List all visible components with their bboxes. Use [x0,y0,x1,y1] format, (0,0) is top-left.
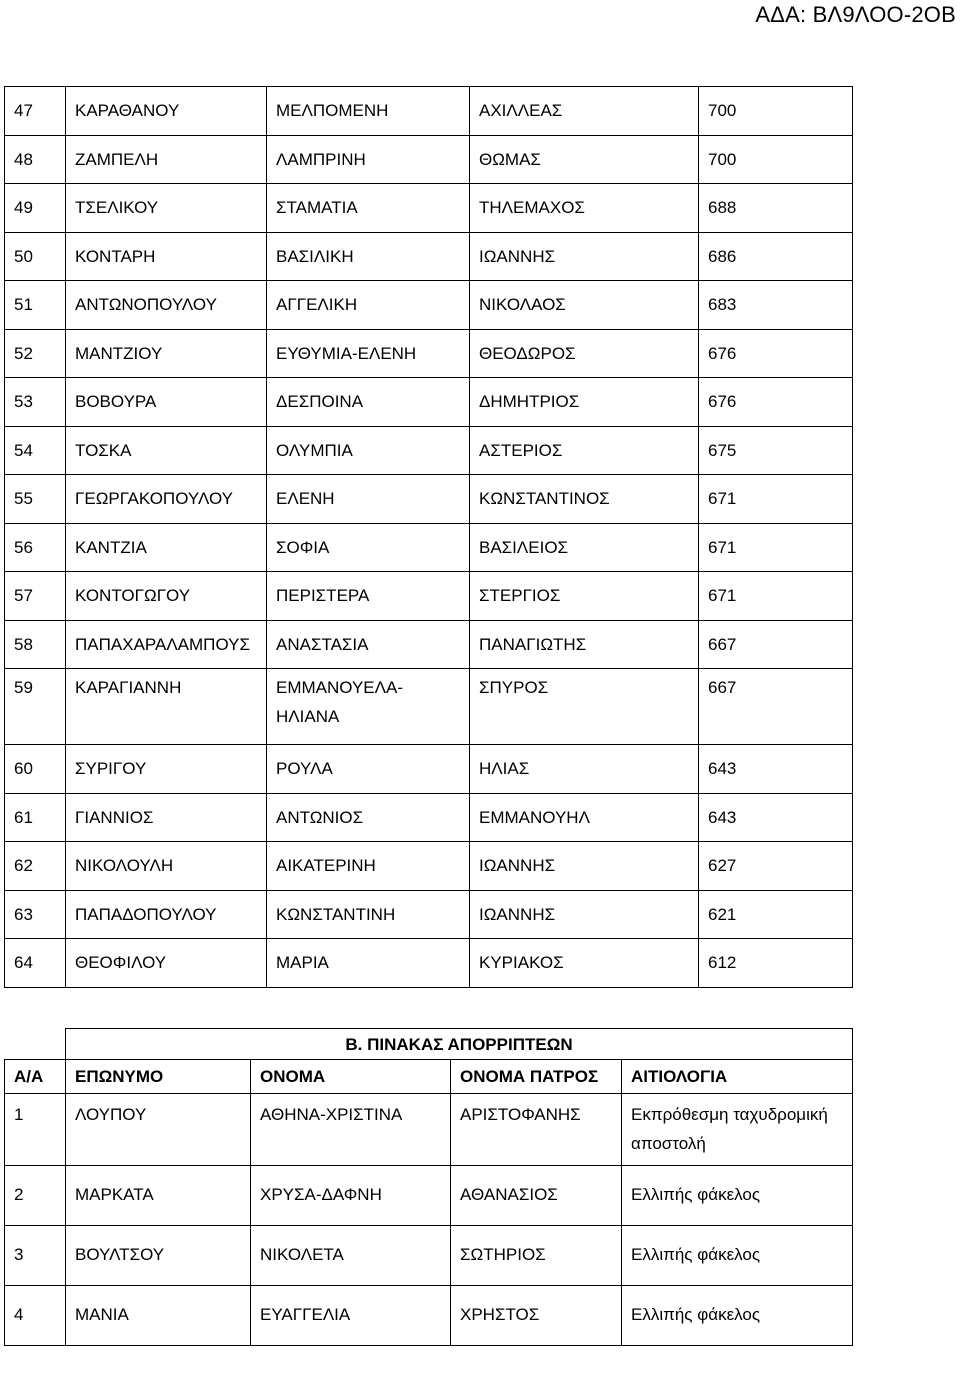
table-row [5,572,853,621]
surname-cell: ΒΟΒΟΥΡΑ [66,378,267,427]
points-cell: 612 [699,939,853,988]
name-cell: ΕΥΑΓΓΕΛΙΑ [251,1286,451,1346]
father-name-cell: ΗΛΙΑΣ [470,745,699,794]
father-name-cell: ΧΡΗΣΤΟΣ [451,1286,622,1346]
row-number: 47 [5,87,66,136]
points-cell: 676 [699,329,853,378]
surname-cell: ΒΟΥΛΤΣΟΥ [66,1226,251,1286]
points-cell: 667 [699,669,853,745]
ada-code: ΑΔΑ: ΒΛ9ΛΟΟ-2ΟΒ [755,2,956,27]
ranking-table-body [5,87,853,988]
table-row [5,87,853,136]
row-number: 52 [5,329,66,378]
surname-cell: ΚΟΝΤΑΡΗ [66,232,267,281]
father-name-cell: ΚΩΝΣΤΑΝΤΙΝΟΣ [470,475,699,524]
row-number: 50 [5,232,66,281]
row-number: 63 [5,890,66,939]
table-row [5,793,853,842]
points-cell: 688 [699,184,853,233]
row-number: 48 [5,135,66,184]
surname-cell: ΜΑΝΤΖΙΟΥ [66,329,267,378]
father-name-cell: ΑΧΙΛΛΕΑΣ [470,87,699,136]
table-row [5,281,853,330]
name-cell: ΧΡΥΣΑ-ΔΑΦΝΗ [251,1166,451,1226]
rejected-table-caption: Β. ΠΙΝΑΚΑΣ ΑΠΟΡΡΙΠΤΕΩΝ [66,1029,853,1060]
points-cell: 671 [699,572,853,621]
rejected-header-row [5,1060,853,1094]
row-number: 53 [5,378,66,427]
points-cell: 671 [699,475,853,524]
name-cell: ΣΟΦΙΑ [267,523,470,572]
name-cell: ΕΥΘΥΜΙΑ-ΕΛΕΝΗ [267,329,470,378]
father-name-cell: ΑΣΤΕΡΙΟΣ [470,426,699,475]
name-cell: ΝΙΚΟΛΕΤΑ [251,1226,451,1286]
table-row [5,426,853,475]
points-cell: 700 [699,135,853,184]
name-cell: ΒΑΣΙΛΙΚΗ [267,232,470,281]
name-cell: ΕΛΕΝΗ [267,475,470,524]
points-cell: 686 [699,232,853,281]
table-row [5,669,853,745]
table-row [5,232,853,281]
row-number: 51 [5,281,66,330]
table-row [5,135,853,184]
name-cell: ΑΝΑΣΤΑΣΙΑ [267,620,470,669]
surname-cell: ΤΣΕΛΙΚΟΥ [66,184,267,233]
father-name-cell: ΣΠΥΡΟΣ [470,669,699,745]
surname-cell: ΛΟΥΠΟΥ [66,1094,251,1166]
name-cell: ΛΑΜΠΡΙΝΗ [267,135,470,184]
father-name-cell: ΕΜΜΑΝΟΥΗΛ [470,793,699,842]
rejected-caption-row [5,1029,853,1060]
reason-cell: Εκπρόθεσμη ταχυδρομική αποστολή [622,1094,853,1166]
surname-cell: ΘΕΟΦΙΛΟΥ [66,939,267,988]
header-father-name: ΟΝΟΜΑ ΠΑΤΡΟΣ [451,1060,622,1094]
surname-cell: ΚΑΡΑΓΙΑΝΝΗ [66,669,267,745]
name-cell: ΔΕΣΠΟΙΝΑ [267,378,470,427]
row-number: 58 [5,620,66,669]
name-cell: ΑΘΗΝΑ-ΧΡΙΣΤΙΝΑ [251,1094,451,1166]
father-name-cell: ΘΩΜΑΣ [470,135,699,184]
table-row [5,1166,853,1226]
points-cell: 627 [699,842,853,891]
ranking-table [4,86,853,988]
surname-cell: ΖΑΜΠΕΛΗ [66,135,267,184]
name-cell: ΜΑΡΙΑ [267,939,470,988]
header-reason: ΑΙΤΙΟΛΟΓΙΑ [622,1060,853,1094]
row-number: 3 [5,1226,66,1286]
points-cell: 643 [699,793,853,842]
points-cell: 671 [699,523,853,572]
name-cell: ΕΜΜΑΝΟΥΕΛΑ-ΗΛΙΑΝΑ [267,669,470,745]
row-number: 57 [5,572,66,621]
father-name-cell: ΙΩΑΝΝΗΣ [470,232,699,281]
father-name-cell: ΣΤΕΡΓΙΟΣ [470,572,699,621]
surname-cell: ΚΟΝΤΟΓΩΓΟΥ [66,572,267,621]
row-number: 59 [5,669,66,745]
father-name-cell: ΤΗΛΕΜΑΧΟΣ [470,184,699,233]
rejected-table-body [5,1094,853,1346]
father-name-cell: ΔΗΜΗΤΡΙΟΣ [470,378,699,427]
row-number: 2 [5,1166,66,1226]
name-cell: ΑΙΚΑΤΕΡΙΝΗ [267,842,470,891]
table-row [5,939,853,988]
surname-cell: ΝΙΚΟΛΟΥΛΗ [66,842,267,891]
name-cell: ΣΤΑΜΑΤΙΑ [267,184,470,233]
father-name-cell: ΠΑΝΑΓΙΩΤΗΣ [470,620,699,669]
table-row [5,745,853,794]
row-number: 49 [5,184,66,233]
father-name-cell: ΘΕΟΔΩΡΟΣ [470,329,699,378]
table-row [5,1286,853,1346]
points-cell: 675 [699,426,853,475]
points-cell: 700 [699,87,853,136]
table-row [5,378,853,427]
row-number: 60 [5,745,66,794]
header-aa: Α/Α [5,1060,66,1094]
points-cell: 667 [699,620,853,669]
surname-cell: ΤΟΣΚΑ [66,426,267,475]
father-name-cell: ΑΡΙΣΤΟΦΑΝΗΣ [451,1094,622,1166]
father-name-cell: ΝΙΚΟΛΑΟΣ [470,281,699,330]
reason-cell: Ελλιπής φάκελος [622,1286,853,1346]
row-number: 55 [5,475,66,524]
row-number: 54 [5,426,66,475]
table-row [5,184,853,233]
header-name: ΟΝΟΜΑ [251,1060,451,1094]
row-number: 64 [5,939,66,988]
surname-cell: ΑΝΤΩΝΟΠΟΥΛΟΥ [66,281,267,330]
header-surname: ΕΠΩΝΥΜΟ [66,1060,251,1094]
surname-cell: ΠΑΠΑΧΑΡΑΛΑΜΠΟΥΣ [66,620,267,669]
surname-cell: ΓΕΩΡΓΑΚΟΠΟΥΛΟΥ [66,475,267,524]
name-cell: ΡΟΥΛΑ [267,745,470,794]
father-name-cell: ΒΑΣΙΛΕΙΟΣ [470,523,699,572]
surname-cell: ΣΥΡΙΓΟΥ [66,745,267,794]
surname-cell: ΚΑΝΤΖΙΑ [66,523,267,572]
table-row [5,1226,853,1286]
reason-cell: Ελλιπής φάκελος [622,1166,853,1226]
table-row [5,890,853,939]
father-name-cell: ΚΥΡΙΑΚΟΣ [470,939,699,988]
row-number: 1 [5,1094,66,1166]
name-cell: ΟΛΥΜΠΙΑ [267,426,470,475]
row-number: 61 [5,793,66,842]
table-row [5,620,853,669]
surname-cell: ΓΙΑΝΝΙΟΣ [66,793,267,842]
surname-cell: ΜΑΡΚΑΤΑ [66,1166,251,1226]
table-row [5,329,853,378]
father-name-cell: ΙΩΑΝΝΗΣ [470,890,699,939]
name-cell: ΜΕΛΠΟΜΕΝΗ [267,87,470,136]
table-row [5,475,853,524]
table-row [5,1094,853,1166]
name-cell: ΚΩΝΣΤΑΝΤΙΝΗ [267,890,470,939]
name-cell: ΠΕΡΙΣΤΕΡΑ [267,572,470,621]
points-cell: 621 [699,890,853,939]
reason-cell: Ελλιπής φάκελος [622,1226,853,1286]
table-row [5,842,853,891]
father-name-cell: ΙΩΑΝΝΗΣ [470,842,699,891]
father-name-cell: ΑΘΑΝΑΣΙΟΣ [451,1166,622,1226]
row-number: 56 [5,523,66,572]
row-number: 4 [5,1286,66,1346]
points-cell: 676 [699,378,853,427]
surname-cell: ΚΑΡΑΘΑΝΟΥ [66,87,267,136]
surname-cell: ΜΑΝΙΑ [66,1286,251,1346]
father-name-cell: ΣΩΤΗΡΙΟΣ [451,1226,622,1286]
points-cell: 643 [699,745,853,794]
rejected-table [4,1028,853,1346]
table-row [5,523,853,572]
points-cell: 683 [699,281,853,330]
surname-cell: ΠΑΠΑΔΟΠΟΥΛΟΥ [66,890,267,939]
row-number: 62 [5,842,66,891]
name-cell: ΑΓΓΕΛΙΚΗ [267,281,470,330]
name-cell: ΑΝΤΩΝΙΟΣ [267,793,470,842]
